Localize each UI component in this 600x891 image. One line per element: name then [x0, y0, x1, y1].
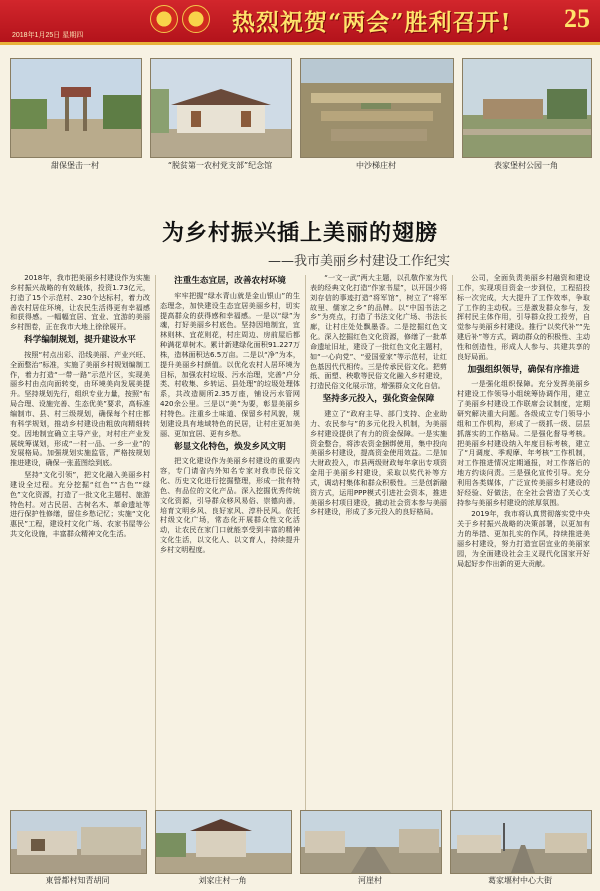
bottom-photo-4 [450, 810, 592, 874]
article-column-3 [310, 273, 447, 813]
paragraph: 公司，全面负责美丽乡村融资和建设工作，实现项目资金一步到位，工程招投标一次完成，大大提升了工作效率，争取了工作的主动权。三是激发群众参与，发挥村民主体作用，引导群众投工投劳，自觉参与美丽乡村建设。推行“以奖代补”“先建后补”等方式，调动群众的积极性、主动性和创造性，形成人人参与、共建共享的良好局面。 [457, 273, 590, 361]
bottom-photo-2 [155, 810, 292, 874]
section-heading: 彰显文化特色，焕发乡风文明 [174, 441, 286, 452]
bottom-photo-1-caption: 東營都村知青胡同 [45, 876, 110, 885]
paragraph: 牢牢把握“绿水青山就是金山银山”的生态理念，加快建设生态宜居美丽乡村，切实提高群众的获得感和幸福感。一是以“绿”为魂，打好美丽乡村底色。坚持因地制宜，宜林则林、宜花则花，村庄周边、房前屋后都种满花草树木。累计新建绿化面积91.227万株，造林面积达6.5万亩。二是以“净”为本，提升美丽乡村颜值。以优化农村人居环境为目标，加强农村垃圾、污水治理，完善“户分类、村收集、乡转运、县处理”的垃圾处理体系，共改造厕所2.35万座，铺设污水管网420余公里。三是以“美”为要，彰显美丽乡村特色。注重乡土味道、保留乡村风貌，规划建设具有地域特色的民居，让村庄更加美丽、更加宜居、更有乡愁。 [160, 290, 300, 438]
memorial-hall-image-icon [151, 59, 291, 157]
column-divider [155, 275, 156, 815]
top-photo-4-caption: 表家堡村公园一角 [494, 161, 558, 170]
paragraph: 把文化建设作为美丽乡村建设的重要内容，专门请省内外知名专家对我市民俗文化、历史文化进行挖掘整理，形成一批有特色、有品位的文化产品。深入挖掘优秀传统文化资源，引导群众移风易俗、崇德向善，培育文明乡风、良好家风、淳朴民风。依托村级文化广场，常态化开展群众性文化活动，让农民在家门口就能享受到丰富的精神文化生活，以文化人、以文育人，持续提升乡村文明程度。 [160, 456, 300, 554]
column-divider [305, 275, 306, 815]
section-heading: 注重生态宜居，改善农村环境 [174, 276, 286, 286]
banner-title: 热烈祝贺“两会”胜利召开! [232, 9, 512, 36]
bottom-photo-1 [10, 810, 147, 874]
article-column-1 [10, 273, 150, 813]
top-photo-4 [462, 58, 592, 158]
article-subheadline: ——我市美丽乡村建设工作纪实 [267, 254, 450, 269]
bottom-photo-3 [300, 810, 442, 874]
top-photo-1 [10, 58, 142, 158]
top-photo-1-caption: 甜保堡击一村 [51, 161, 99, 170]
top-photo-3 [300, 58, 454, 158]
column-divider [452, 275, 453, 815]
paragraph: “一文一武”两大主题，以孔敬作家为代表的经典文化打造“作家书屋”，以开国少将刘存信的事迹打造“将军馆”，树立了“将军故里、儒家之乡”的品牌。以“中国书法之乡”为亮点，打造了书法文化广场、书法长廊，让村庄处处飘墨香。二是挖掘红色文化。深入挖掘红色文化资源，修缮了一批革命遗址旧址，建设了一批红色文化主题村，如“一心向党”、“爱国爱家”等示范村，让红色基因代代相传。三是传承民俗文化。把剪纸、面塑、秧歌等民俗文化融入乡村建设，打造民俗文化展示馆，增强群众文化自信。 [310, 273, 447, 391]
paragraph: 2019年，我市将认真贯彻落实党中央关于乡村振兴战略的决策部署，以更加有力的举措、更加扎实的作风，持续推进美丽乡村建设，努力打造宜居宜业的美丽家园，为全面建设社会主义现代化国家开好局起好步作出新的更大贡献。 [457, 509, 590, 568]
page-number: 25 [564, 4, 590, 33]
village-gate-image-icon [11, 59, 141, 157]
top-photo-2 [150, 58, 292, 158]
paragraph: 一是强化组织保障。充分发挥美丽乡村建设工作领导小组统筹协调作用，建立了美丽乡村建设工作联席会议制度，定期研究解决重大问题。各级成立专门领导小组和工作机构，形成了一级抓一级、层层抓落实的工作格局。二是强化督导考核。把美丽乡村建设纳入年度目标考核，建立了“月调度、季观摩、年考核”工作机制，对工作推进情况定期通报，对工作落后的地方约谈问责。三是强化宣传引导。充分利用各类媒体，广泛宣传美丽乡村建设的好经验、好做法，在全社会营造了关心支持参与美丽乡村建设的浓厚氛围。 [457, 379, 590, 507]
bottom-photo-2-caption: 刘家庄村一角 [198, 876, 247, 885]
bottom-photo-3-caption: 河崖村 [358, 876, 382, 885]
paragraph: 2018年，我市把美丽乡村建设作为实施乡村振兴战略的有效载体，投资1.73亿元，打造了15个示范村、230个达标村，着力改善农村居住环境，让农民生活得更有幸福感和获得感。一幅幅宜居、宜业、宜游的美丽乡村图卷，正在我市大地上徐徐展开。 [10, 273, 150, 332]
party-emblem-icon [182, 5, 210, 33]
paragraph: 坚持“文化引领”，把文化融入美丽乡村建设全过程。充分挖掘“红色”“古色”“绿色”文化资源，打造了一批文化主题村、旅游特色村。对古民居、古树名木、革命遗址等进行保护性修缮，留住乡愁记忆；实施“文化惠民”工程，建设村文化广场、农家书屋等公共文化设施，丰富群众精神文化生活。 [10, 470, 150, 539]
article-headline: 为乡村振兴插上美丽的翅膀 [161, 220, 438, 246]
date-line: 2018年1月25日 星期四 [12, 32, 84, 39]
top-photo-3-caption: 中沙梯庄村 [356, 161, 396, 170]
hutong-image-icon [11, 811, 146, 873]
bottom-photo-4-caption: 葛家堰村中心大街 [488, 876, 552, 885]
terraced-village-image-icon [301, 59, 453, 157]
emblem-icon [150, 5, 178, 33]
top-photo-2-caption: “脱贫第一农村党支部”纪念馆 [167, 161, 273, 170]
article-column-2 [160, 273, 300, 813]
section-heading: 加强组织领导，确保有序推进 [467, 364, 580, 375]
article-column-4 [457, 273, 590, 813]
section-heading: 科学编制规划，提升建设水平 [24, 335, 136, 346]
main-street-image-icon [451, 811, 591, 873]
masthead-banner [0, 0, 600, 45]
village-road-image-icon [301, 811, 441, 873]
section-heading: 坚持多元投入，强化资金保障 [322, 394, 435, 405]
village-corner-image-icon [156, 811, 291, 873]
paragraph: 建立了“政府主导、部门支持、企业助力、农民参与”的多元化投入机制，为美丽乡村建设提供了有力的资金保障。一是实施资金整合，将涉农资金捆绑使用，集中投向美丽乡村建设，提高资金使用效益。二是加大财政投入，市县两级财政每年拿出专项资金用于美丽乡村建设，采取以奖代补等方式，调动村集体和群众积极性。三是创新融资方式，运用PPP模式引进社会资本，推进美丽乡村项目建设，撬动社会资本参与美丽乡村建设，形成了多元投入的良好格局。 [310, 408, 447, 517]
park-image-icon [463, 59, 591, 157]
paragraph: 按照“村点出彩、沿线美丽、产业兴旺、全面整治”标准，实施了美丽乡村规划编制工作，着力打造“一带一路”示范片区，实现美丽乡村由点向面转变，由环境美向发展美提升。坚持规划先行，组织专业力量，按照“布局合理、设施完善、生态优美”要求，高标准编制市、县、村三级规划，确保每个村庄都有科学规划，推动乡村建设由粗放向精细转变。因地制宜确立主导产业，对村庄产业发展统筹谋划，形成“一村一品、一乡一业”的发展格局。加强规划实施监管，严格按规划推进建设，确保一张蓝图绘到底。 [10, 349, 150, 468]
